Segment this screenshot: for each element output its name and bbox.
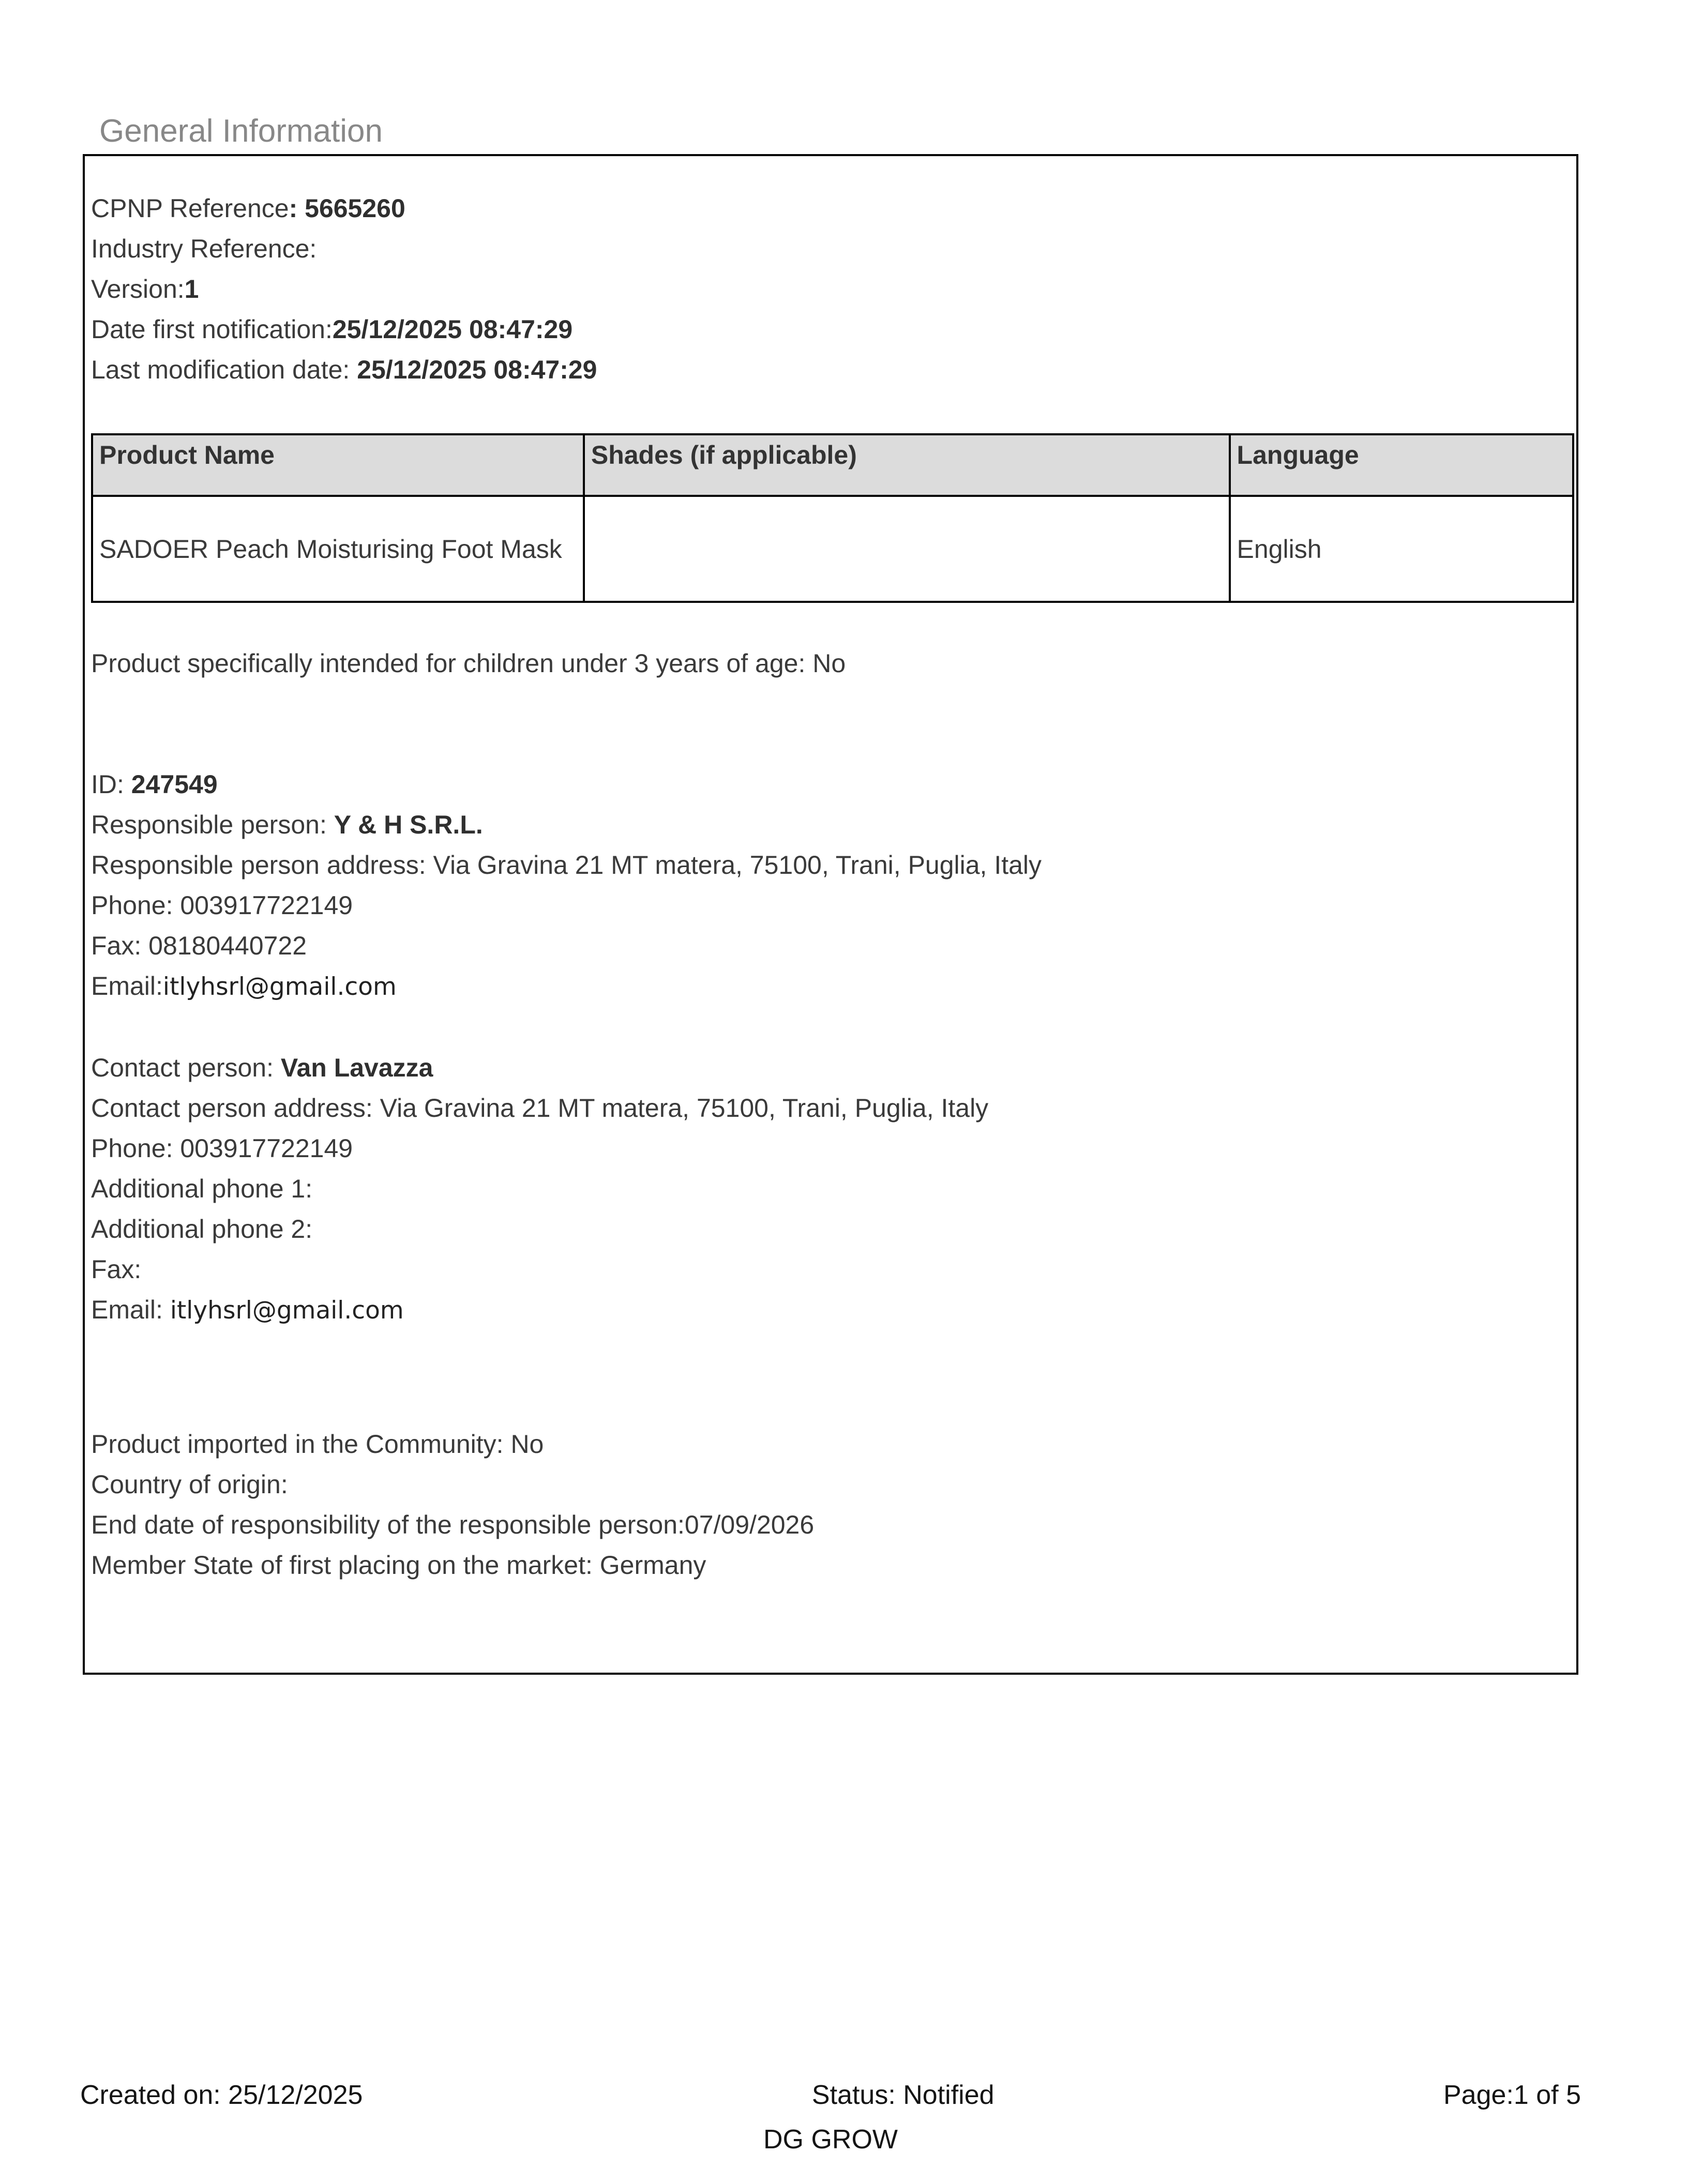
- industry-reference-label: Industry Reference:: [91, 234, 317, 263]
- import-info-block: [91, 1424, 1566, 1585]
- id-label: ID:: [91, 770, 131, 799]
- responsible-person-email-label: Email:: [91, 972, 163, 1000]
- responsible-person-email-value: itlyhsrl@gmail.com: [162, 973, 397, 1001]
- industry-reference-line: [91, 229, 1566, 269]
- responsible-person-block: [91, 764, 1566, 1007]
- additional-phone-2-line: Additional phone 2:: [91, 1215, 313, 1243]
- additional-phone-1-line: Additional phone 1:: [91, 1174, 313, 1203]
- version-line: [91, 269, 1566, 309]
- responsible-person-fax-line: Fax: 08180440722: [91, 931, 307, 960]
- responsible-person-email-line: [91, 966, 1566, 1007]
- product-imported-line: Product imported in the Community: No: [91, 1430, 544, 1459]
- children-note-block: [91, 643, 1566, 684]
- responsible-person-phone-line: Phone: 003917722149: [91, 891, 353, 920]
- column-header-shades: Shades (if applicable): [584, 434, 1230, 496]
- table-row: [92, 496, 1573, 602]
- page-footer: [80, 2080, 1581, 2111]
- cpnp-reference-value: : 5665260: [289, 194, 405, 223]
- footer-created-on: Created on: 25/12/2025: [80, 2080, 363, 2110]
- date-first-notification-value: 25/12/2025 08:47:29: [332, 315, 573, 344]
- notification-reference-block: [91, 188, 1566, 390]
- country-of-origin-line: Country of origin:: [91, 1470, 288, 1499]
- contact-person-value: Van Lavazza: [280, 1053, 433, 1082]
- id-line: [91, 764, 1566, 805]
- last-modification-date-value: 25/12/2025 08:47:29: [357, 355, 597, 384]
- contact-person-email-value: itlyhsrl@gmail.com: [170, 1296, 404, 1325]
- member-state-line: Member State of first placing on the market: Germany: [91, 1551, 706, 1580]
- language-cell: English: [1230, 496, 1573, 602]
- responsible-person-label: Responsible person:: [91, 810, 334, 839]
- id-value: 247549: [131, 770, 218, 799]
- contact-person-address-line: Contact person address: Via Gravina 21 MT matera, 75100, Trani, Puglia, Italy: [91, 1094, 989, 1123]
- column-header-product-name: Product Name: [92, 434, 584, 496]
- version-label: Version:: [91, 275, 185, 304]
- product-name-cell: SADOER Peach Moisturising Foot Mask: [92, 496, 584, 602]
- table-header-row: [92, 434, 1573, 496]
- cpnp-reference-label: CPNP Reference: [91, 194, 289, 223]
- contact-person-email-line: [91, 1290, 1566, 1331]
- children-note-line: Product specifically intended for children under 3 years of age: No: [91, 649, 846, 678]
- end-date-responsibility-line: End date of responsibility of the responsible person:07/09/2026: [91, 1510, 815, 1539]
- responsible-person-value: Y & H S.R.L.: [334, 810, 483, 839]
- last-modification-date-line: [91, 350, 1566, 390]
- date-first-notification-line: [91, 309, 1566, 350]
- contact-person-email-label: Email:: [91, 1295, 170, 1324]
- contact-person-block: [91, 1048, 1566, 1331]
- general-information-heading: General Information: [99, 113, 383, 149]
- version-value: 1: [184, 275, 199, 304]
- contact-person-label: Contact person:: [91, 1053, 281, 1082]
- contact-person-fax-line: Fax:: [91, 1255, 142, 1284]
- responsible-person-line: [91, 805, 1566, 845]
- general-info-panel: [83, 154, 1578, 1675]
- responsible-person-address-line: Responsible person address: Via Gravina 21 MT matera, 75100, Trani, Puglia, Italy: [91, 851, 1042, 879]
- product-table-wrapper: [91, 433, 1566, 603]
- contact-person-phone-line: Phone: 003917722149: [91, 1134, 353, 1163]
- product-name-table: [91, 433, 1574, 603]
- column-header-language: Language: [1230, 434, 1573, 496]
- date-first-notification-label: Date first notification:: [91, 315, 333, 344]
- footer-status: Status: Notified: [811, 2080, 994, 2110]
- last-modification-date-label: Last modification date:: [91, 355, 357, 384]
- footer-page-number: Page:1 of 5: [1443, 2080, 1581, 2110]
- shades-cell: [584, 496, 1230, 602]
- cpnp-reference-line: [91, 188, 1566, 229]
- contact-person-line: [91, 1048, 1566, 1088]
- footer-org-name: DG GROW: [763, 2125, 898, 2155]
